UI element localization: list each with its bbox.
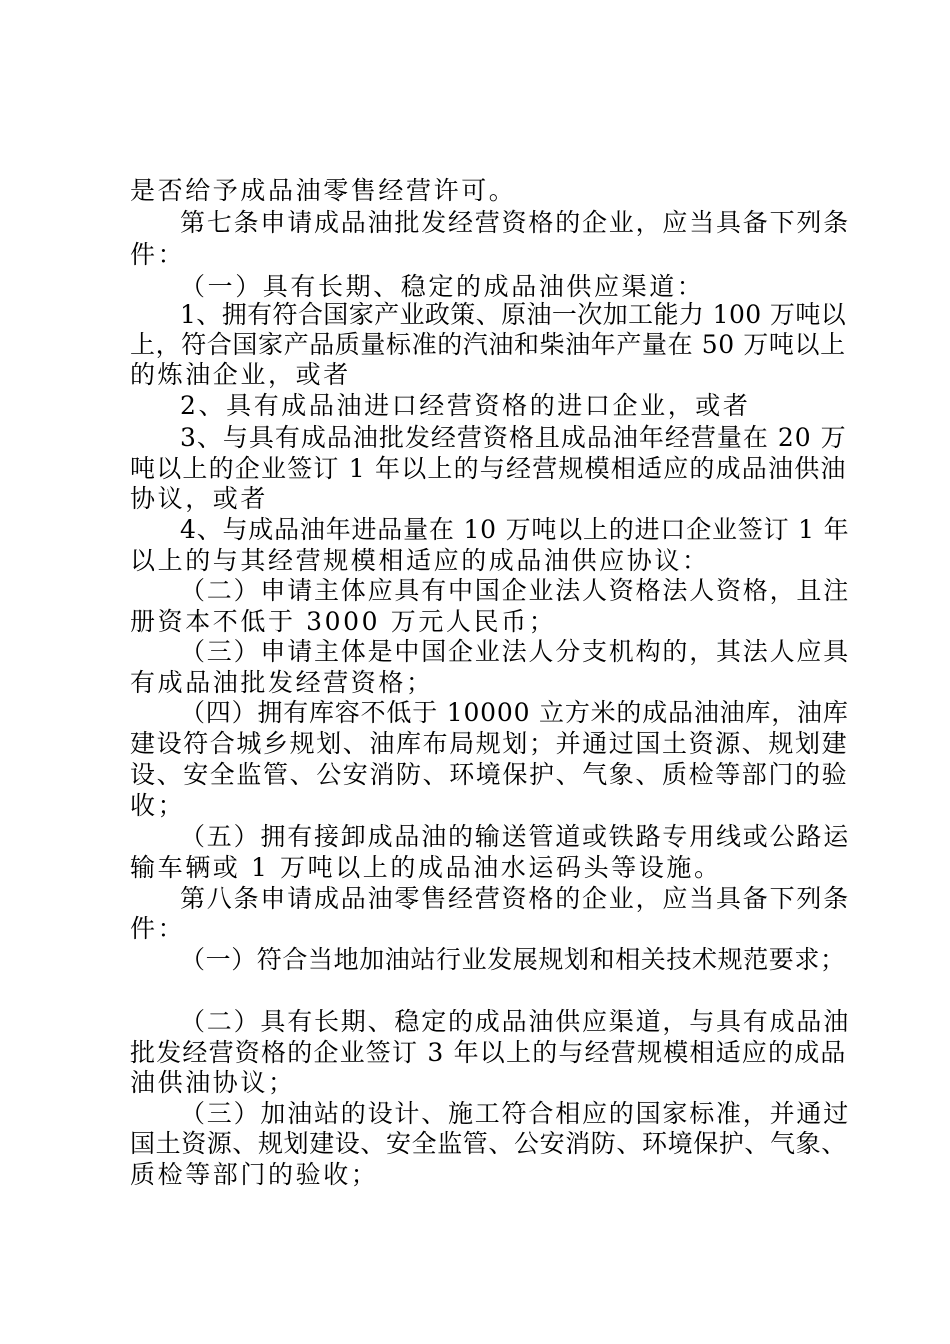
text-line: 册资本不低于 3000 万元人民币； (130, 607, 557, 636)
text-line: 批发经营资格的企业签订 3 年以上的与经营规模相适应的成品 (130, 1038, 847, 1067)
text-line: 的炼油企业，或者 (130, 360, 351, 389)
text-line: 吨以上的企业签订 1 年以上的与经营规模相适应的成品油供油 (130, 454, 847, 483)
text-line: 质检等部门的验收； (130, 1160, 379, 1189)
text-line: 输车辆或 1 万吨以上的成品油水运码头等设施。 (130, 853, 722, 882)
text-line: 第八条申请成品油零售经营资格的企业，应当具备下列条 (180, 884, 851, 913)
text-line: 是否给予成品油零售经营许可。 (130, 176, 517, 205)
text-line: （一）符合当地加油站行业发展规划和相关技术规范要求； (180, 945, 846, 974)
text-line: 件： (130, 240, 186, 269)
text-line: 国土资源、规划建设、安全监管、公安消防、环境保护、气象、 (130, 1129, 847, 1158)
text-line: （一）具有长期、稳定的成品油供应渠道： (180, 272, 705, 301)
text-line: （三）申请主体是中国企业法人分支机构的，其法人应具 (180, 637, 851, 666)
text-line: （五）拥有接卸成品油的输送管道或铁路专用线或公路运 (180, 822, 851, 851)
text-line: 设、安全监管、公安消防、环境保护、气象、质检等部门的验 (130, 760, 849, 789)
text-line: 有成品油批发经营资格； (130, 668, 434, 697)
text-line: （二）申请主体应具有中国企业法人资格法人资格，且注 (180, 576, 851, 605)
text-line: （三）加油站的设计、施工符合相应的国家标准，并通过 (180, 1099, 851, 1128)
text-line: 油供油协议； (130, 1068, 296, 1097)
text-line: 2、具有成品油进口经营资格的进口企业，或者 (180, 391, 751, 420)
text-line: 4、与成品油年进品量在 10 万吨以上的进口企业签订 1 年 (180, 515, 850, 544)
text-line: 收； (130, 791, 186, 820)
text-line: （四）拥有库容不低于 10000 立方米的成品油油库，油库 (180, 698, 849, 727)
text-line: 上，符合国家产品质量标准的汽油和柴油年产量在 50 万吨以上 (130, 330, 846, 359)
text-line: 以上的与其经营规模相适应的成品油供应协议： (130, 546, 710, 575)
text-line: 第七条申请成品油批发经营资格的企业，应当具备下列条 (180, 208, 851, 237)
text-line: 3、与具有成品油批发经营资格且成品油年经营量在 20 万 (180, 423, 847, 452)
text-line: 件： (130, 914, 186, 943)
text-line: 1、拥有符合国家产业政策、原油一次加工能力 100 万吨以 (180, 300, 847, 329)
text-line: （二）具有长期、稳定的成品油供应渠道，与具有成品油 (180, 1007, 851, 1036)
text-line: 建设符合城乡规划、油库布局规划；并通过国土资源、规划建 (130, 729, 849, 758)
text-line: 协议，或者 (130, 484, 269, 513)
